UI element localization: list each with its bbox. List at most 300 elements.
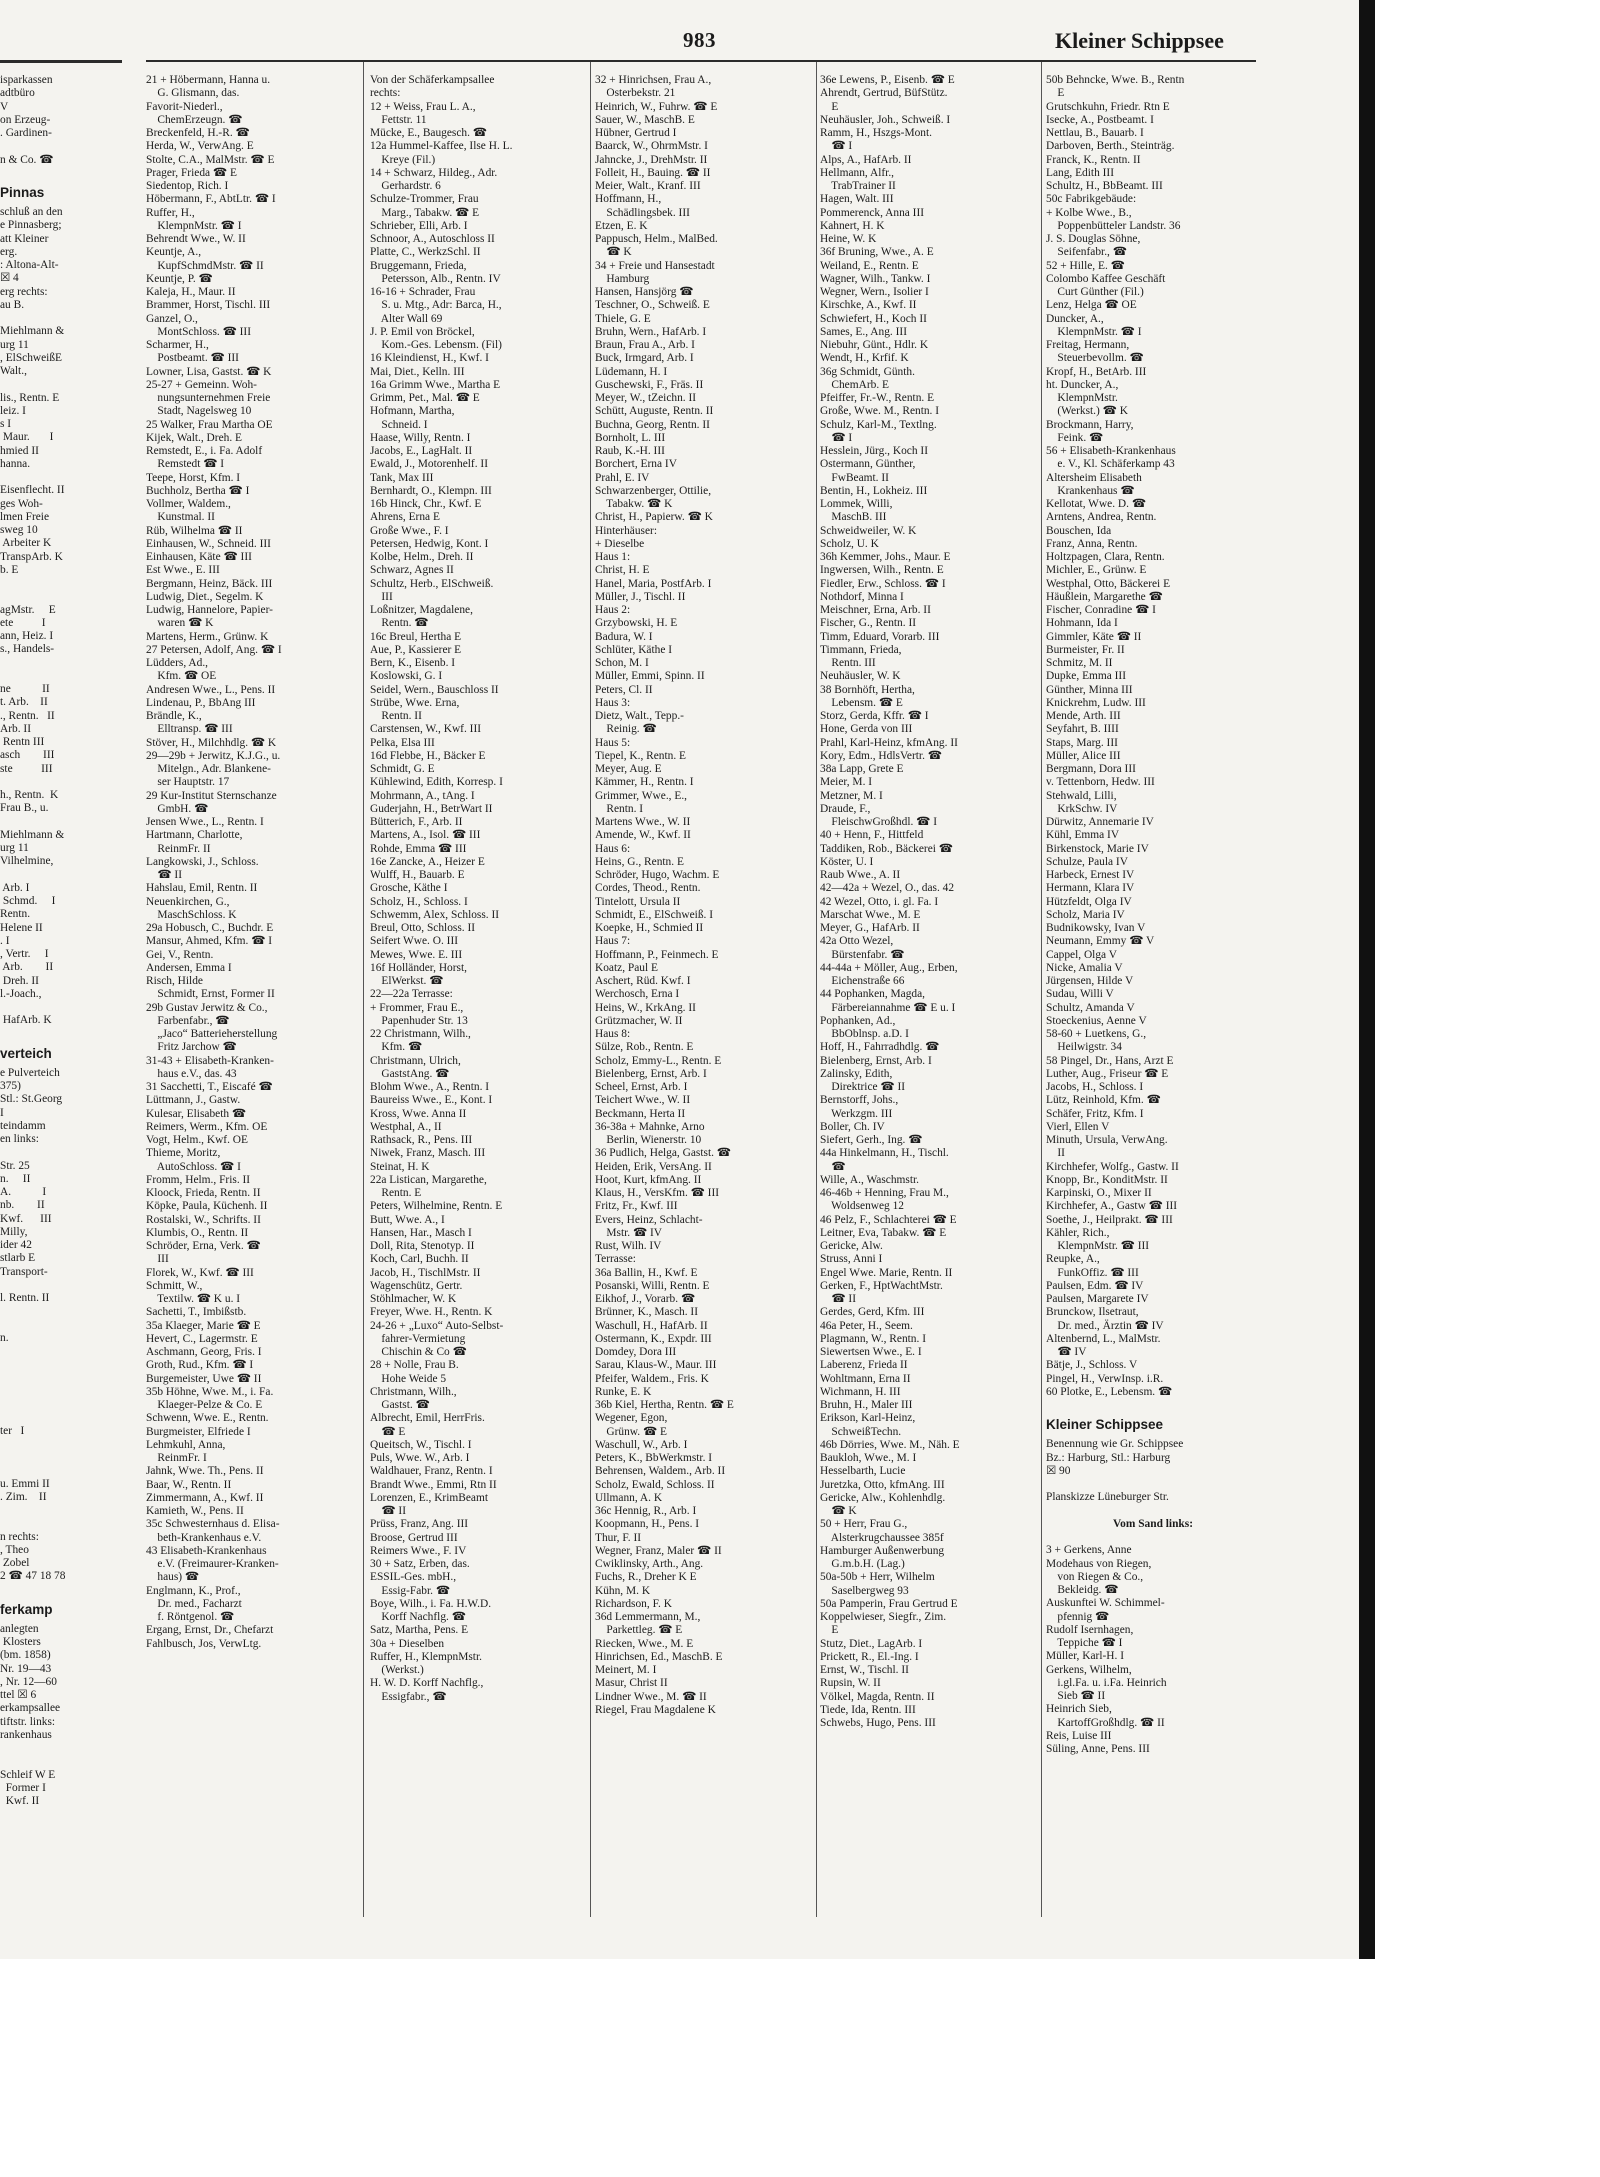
directory-entry-line: Rüb, Wilhelma ☎ II: [146, 524, 243, 537]
directory-entry-line: , Vertr. I: [0, 948, 49, 960]
directory-entry-line: Lindner Wwe., M. ☎ II: [595, 1690, 707, 1703]
directory-entry-line: Arb. I: [0, 881, 30, 894]
directory-entry-line: Von der Schäferkampsallee: [370, 74, 495, 86]
directory-entry-line: Miehlmann &: [0, 828, 65, 841]
directory-entry-line: 16a Grimm Wwe., Martha E: [370, 378, 501, 391]
directory-entry-line: Guschewski, F., Fräs. II: [595, 378, 704, 391]
directory-entry-line: Keuntje, P. ☎: [146, 272, 213, 285]
directory-entry-line: Kähler, Rich.,: [1046, 1226, 1110, 1239]
directory-entry-line: , Theo: [0, 1543, 29, 1556]
directory-entry-line: Lüttmann, J., Gastw.: [146, 1094, 241, 1107]
directory-entry-line: 16e Zancke, A., Heizer E: [370, 855, 485, 868]
directory-entry-line: Carstensen, W., Kwf. III: [370, 723, 482, 736]
directory-entry-line: Kory, Edm., HdlsVertr. ☎: [820, 749, 942, 762]
directory-entry-line: ann, Heiz. I: [0, 630, 54, 642]
directory-entry-line: Hone, Gerda von III: [820, 723, 913, 736]
directory-entry-line: Waschull, H., HafArb. II: [595, 1319, 708, 1332]
directory-entry-line: Arb. II: [0, 961, 54, 974]
directory-entry-line: ☒ 4: [0, 272, 19, 285]
directory-entry-line: Hansen, Har., Masch I: [370, 1226, 472, 1239]
directory-entry-line: KupfSchmdMstr. ☎ II: [146, 259, 264, 272]
directory-entry-line: Kahnert, H. K: [820, 219, 885, 232]
directory-entry-line: Sieb ☎ II: [1046, 1690, 1106, 1702]
directory-entry-line: 43 Elisabeth-Krankenhaus: [146, 1544, 267, 1557]
directory-entry-line: 50c Fabrikgebäude:: [1046, 193, 1137, 206]
directory-entry-line: teindamm: [0, 1119, 46, 1132]
directory-entry-line: Struss, Anni I: [820, 1253, 883, 1266]
directory-entry-line: [0, 1305, 126, 1318]
directory-entry-line: Papenhuder Str. 13: [370, 1014, 468, 1027]
directory-entry-line: ☎ I: [820, 140, 853, 153]
directory-entry-line: MaschSchloss. K: [146, 908, 237, 921]
directory-entry-line: h., Rentn. K: [0, 789, 59, 801]
directory-entry-line: Erikson, Karl-Heinz,: [820, 1412, 916, 1425]
directory-entry-line: [0, 1517, 126, 1530]
directory-entry-line: Kühl, Emma IV: [1046, 829, 1120, 842]
directory-entry-line: Feink. ☎: [1046, 431, 1104, 444]
directory-entry-line: 44-44a + Möller, Aug., Erben,: [820, 961, 958, 974]
directory-entry-line: Knickrehm, Ludw. III: [1046, 696, 1146, 709]
directory-entry-line: Schwemm, Alex, Schloss. II: [370, 908, 500, 921]
directory-entry-line: [0, 869, 126, 882]
directory-entry-line: 28 + Nolle, Frau B.: [370, 1359, 459, 1372]
directory-entry-line: Teichert Wwe., W. II: [595, 1094, 691, 1107]
directory-entry-line: Schleif W E: [0, 1768, 56, 1781]
directory-entry-line: Eichenstraße 66: [820, 975, 905, 987]
directory-entry-line: Müller, Emmi, Spinn. II: [595, 670, 705, 683]
directory-entry-line: Leitner, Eva, Tabakw. ☎ E: [820, 1226, 947, 1239]
directory-entry-line: Prickett, R., El.-Ing. I: [820, 1650, 919, 1663]
directory-entry-line: Schlüter, Käthe I: [595, 643, 673, 656]
directory-entry-line: Karpinski, O., Mixer II: [1046, 1187, 1152, 1199]
directory-entry-line: TranspArb. K: [0, 550, 63, 563]
directory-entry-line: Storz, Gerda, Kffr. ☎ I: [820, 710, 929, 722]
directory-entry-line: Schütt, Auguste, Rentn. II: [595, 405, 714, 418]
directory-entry-line: [0, 1372, 126, 1385]
directory-entry-line: Hoffmann, H.,: [595, 193, 662, 206]
directory-entry-line: Duncker, A.,: [1046, 312, 1104, 325]
directory-entry-line: Alter Wall 69: [370, 312, 443, 325]
directory-entry-line: Albrecht, Emil, HerrFris.: [370, 1412, 485, 1425]
directory-entry-line: Meyer, Aug. E: [595, 763, 662, 775]
directory-entry-line: A. I: [0, 1186, 47, 1198]
directory-entry-line: 2 ☎ 47 18 78: [0, 1570, 66, 1583]
directory-entry-line: Sülze, Rob., Rentn. E: [595, 1041, 694, 1054]
directory-entry-line: S. u. Mtg., Adr: Barca, H.,: [370, 299, 502, 312]
directory-entry-line: Est Wwe., E. III: [146, 564, 220, 577]
directory-entry-line: asch III: [0, 749, 55, 762]
directory-entry-line: „Jaco“ Batterieherstellung: [146, 1028, 278, 1040]
directory-entry-line: Schmidt, Ernst, Former II: [146, 988, 275, 1001]
directory-entry-line: Rentn III: [0, 736, 45, 748]
directory-entry-line: Grutschkuhn, Friedr. Rtn E: [1046, 100, 1170, 113]
directory-entry-line: Schädlingsbek. III: [595, 206, 690, 219]
directory-entry-line: e Pinnasberg;: [0, 219, 62, 232]
directory-entry-line: Einhausen, Käte ☎ III: [146, 551, 252, 563]
directory-entry-line: Andresen Wwe., L., Pens. II: [146, 683, 276, 696]
directory-entry-line: f. Röntgenol. ☎: [146, 1611, 235, 1623]
directory-entry-line: ttel ☒ 6: [0, 1689, 37, 1701]
directory-entry-line: Behrendt Wwe., W. II: [146, 233, 246, 245]
directory-entry-line: Osterbekstr. 21: [595, 87, 676, 100]
directory-entry-line: Ullmann, A. K: [595, 1491, 663, 1504]
directory-entry-line: Kellotat, Wwe. D. ☎: [1046, 498, 1147, 510]
column-divider: [590, 62, 591, 1917]
directory-entry-line: Westphal, A., II: [370, 1120, 442, 1133]
directory-entry-line: Hevert, C., Lagermstr. E: [146, 1332, 258, 1345]
directory-entry-line: ElWerkst. ☎: [370, 975, 444, 987]
directory-entry-line: Haus 1:: [595, 551, 631, 563]
directory-entry-line: Hofmann, Martha,: [370, 405, 455, 418]
directory-entry-line: Milly,: [0, 1225, 28, 1238]
directory-entry-line: Hesselbarth, Lucie: [820, 1465, 906, 1478]
directory-entry-line: Cwiklinsky, Arth., Ang.: [595, 1558, 704, 1570]
directory-entry-line: 36e Lewens, P., Eisenb. ☎ E: [820, 74, 955, 86]
directory-entry-line: [0, 816, 126, 829]
directory-entry-line: Heinrich, W., Fuhrw. ☎ E: [595, 100, 718, 113]
directory-entry-line: ESSIL-Ges. mbH.,: [370, 1571, 457, 1584]
directory-entry-line: 16d Flebbe, H., Bäcker E: [370, 749, 486, 762]
directory-entry-line: Helene II: [0, 921, 43, 934]
directory-entry-line: leiz. I: [0, 404, 26, 417]
directory-entry-line: Aschert, Rüd. Kwf. I: [595, 975, 691, 987]
directory-entry-line: Kfm. ☎: [370, 1041, 423, 1054]
directory-entry-line: Marg., Tabakw. ☎ E: [370, 206, 480, 219]
directory-entry-line: Hinrichsen, Ed., MaschB. E: [595, 1650, 723, 1663]
directory-entry-line: H. W. D. Korff Nachflg.,: [370, 1677, 484, 1690]
directory-entry-line: V: [0, 100, 9, 113]
directory-entry-line: Neumann, Emmy ☎ V: [1046, 935, 1155, 948]
directory-entry-line: Eisenflecht. II: [0, 484, 65, 497]
directory-entry-line: Hansen, Hansjörg ☎: [595, 286, 694, 298]
directory-entry-line: Christmann, Wilh.,: [370, 1385, 457, 1398]
directory-entry-line: Haus 3:: [595, 696, 631, 709]
directory-entry-line: [0, 1001, 126, 1014]
directory-entry-line: Raub, K.-H. III: [595, 445, 665, 457]
directory-entry-line: Nettlau, B., Bauarb. I: [1046, 127, 1144, 139]
directory-entry-line: Gei, V., Rentn.: [146, 948, 214, 961]
directory-entry-line: Fahlbusch, Jos, VerwLtg.: [146, 1637, 262, 1650]
directory-entry-line: Zimmermann, A., Kwf. II: [146, 1491, 264, 1504]
directory-entry-line: nungsunternehmen Freie: [146, 392, 271, 404]
directory-entry-line: Marschat Wwe., M. E: [820, 908, 921, 921]
directory-entry-line: ☒ 90: [1046, 1464, 1071, 1477]
directory-entry-line: Altenbernd, L., MalMstr.: [1046, 1332, 1161, 1345]
directory-entry-line: 12 + Weiss, Frau L. A.,: [370, 100, 476, 113]
directory-entry-line: Franz, Anna, Rentn.: [1046, 537, 1138, 550]
directory-entry-line: Lebensm. ☎ E: [820, 696, 903, 709]
directory-entry-line: Klaeger-Pelze & Co. E: [146, 1399, 263, 1411]
directory-entry-line: erg rechts:: [0, 285, 48, 298]
directory-entry-line: n & Co. ☎: [0, 153, 54, 166]
directory-entry-line: Meischner, Erna, Arb. II: [820, 604, 931, 616]
directory-entry-line: Burmeister, Fr. II: [1046, 643, 1125, 656]
directory-entry-line: (bm. 1858): [0, 1649, 51, 1662]
directory-entry-line: . I: [0, 934, 10, 947]
directory-entry-line: Kfm. ☎ OE: [146, 670, 217, 683]
directory-entry-line: 35a Klaeger, Marie ☎ E: [146, 1319, 261, 1332]
directory-entry-line: Niebuhr, Günt., Hdlr. K: [820, 339, 929, 351]
directory-entry-line: Hellmann, Alfr.,: [820, 166, 895, 179]
directory-entry-line: Mewes, Wwe. E. III: [370, 948, 463, 961]
directory-entry-line: Cappel, Olga V: [1046, 948, 1117, 961]
directory-entry-line: i.gl.Fa. u. i.Fa. Heinrich: [1046, 1676, 1167, 1689]
directory-entry-line: Walt.,: [0, 365, 27, 377]
directory-entry-line: Bentin, H., Lokheiz. III: [820, 484, 928, 497]
directory-entry-line: 16f Holländer, Horst,: [370, 961, 467, 974]
directory-entry-line: Rudolf Isernhagen,: [1046, 1623, 1134, 1636]
directory-entry-line: Koslowski, G. I: [370, 670, 443, 683]
directory-entry-line: KlempnMstr. ☎ III: [1046, 1240, 1150, 1252]
directory-entry-line: Ruffer, H.,: [146, 206, 195, 219]
directory-entry-line: KrkSchw. IV: [1046, 802, 1118, 815]
directory-entry-line: Lehmkuhl, Anna,: [146, 1438, 226, 1451]
directory-entry-line: [0, 1451, 126, 1464]
directory-entry-line: 46 Pelz, F., Schlachterei ☎ E: [820, 1213, 957, 1226]
directory-entry-line: Kulesar, Elisabeth ☎: [146, 1107, 247, 1120]
directory-entry-line: Niwek, Franz, Masch. III: [370, 1147, 486, 1160]
directory-entry-line: Schmd. I: [0, 895, 56, 907]
directory-entry-line: n rechts:: [0, 1530, 39, 1543]
directory-entry-line: Bz.: Harburg, Stl.: Harburg: [1046, 1451, 1171, 1464]
directory-entry-line: 36b Kiel, Hertha, Rentn. ☎ E: [595, 1399, 734, 1411]
directory-entry-line: Scholz, Maria IV: [1046, 908, 1125, 921]
directory-entry-line: Pophanken, Ad.,: [820, 1014, 896, 1027]
directory-entry-line: ☎ IV: [1046, 1346, 1087, 1358]
directory-entry-line: l. Rentn. II: [0, 1292, 50, 1304]
directory-entry-line: [0, 590, 126, 603]
directory-entry-line: Dr. med., Ärztin ☎ IV: [1046, 1319, 1164, 1332]
directory-entry-line: Breckenfeld, H.-R. ☎: [146, 127, 250, 139]
section-subheading: Vom Sand links:: [1113, 1517, 1193, 1530]
directory-entry-line: [0, 1345, 126, 1358]
directory-entry-line: 22—22a Terrasse:: [370, 988, 453, 1001]
directory-entry-line: Große Wwe., F. I: [370, 524, 449, 537]
directory-entry-line: Fettstr. 11: [370, 113, 427, 126]
directory-entry-line: 36g Schmidt, Günth.: [820, 365, 915, 378]
directory-entry-line: Aschmann, Georg, Fris. I: [146, 1346, 262, 1358]
directory-entry-line: Thur, F. II: [595, 1531, 642, 1544]
directory-entry-line: Florek, W., Kwf. ☎ III: [146, 1266, 254, 1279]
directory-entry-line: Peters, Wilhelmine, Rentn. E: [370, 1200, 503, 1213]
directory-entry-line: GmbH. ☎: [146, 802, 209, 815]
directory-entry-line: Timmann, Frieda,: [820, 643, 902, 656]
directory-entry-line: Lowner, Lisa, Gastst. ☎ K: [146, 365, 272, 378]
directory-entry-line: Miehlmann &: [0, 325, 65, 338]
directory-entry-line: 36a Ballin, H., Kwf. E: [595, 1266, 698, 1279]
directory-entry-line: Jürgensen, Hilde V: [1046, 975, 1134, 987]
directory-entry-line: Riegel, Frau Magdalene K: [595, 1703, 716, 1716]
directory-entry-line: 50 + Herr, Frau G.,: [820, 1518, 908, 1531]
directory-entry-line: Christmann, Ulrich,: [370, 1054, 461, 1067]
directory-entry-line: Reimers Wwe., F. IV: [370, 1544, 467, 1557]
directory-entry-line: Badura, W. I: [595, 630, 653, 643]
directory-entry-line: Rentn. I: [595, 802, 644, 815]
directory-entry-line: Elltransp. ☎ III: [146, 723, 233, 736]
directory-entry-line: Doll, Rita, Stenotyp. II: [370, 1240, 475, 1252]
directory-entry-line: Meyer, G., HafArb. II: [820, 922, 920, 934]
directory-entry-line: 3 + Gerkens, Anne: [1046, 1544, 1132, 1557]
directory-entry-line: Terrasse:: [595, 1253, 636, 1266]
directory-entry-line: Berlin, Wienerstr. 10: [595, 1134, 702, 1146]
directory-entry-line: Grzybowski, H. E: [595, 617, 678, 630]
directory-entry-line: ser Hauptstr. 17: [146, 776, 230, 789]
directory-entry-line: Plagmann, W., Rentn. I: [820, 1332, 926, 1345]
directory-entry-line: . Gardinen-: [0, 127, 52, 139]
directory-entry-line: Riecken, Wwe., M. E: [595, 1637, 694, 1650]
directory-entry-line: Gerdes, Gerd, Kfm. III: [820, 1306, 925, 1319]
directory-entry-line: Remstedt ☎ I: [146, 458, 225, 471]
directory-entry-line: Schon, M. I: [595, 657, 649, 669]
directory-entry-line: GaststAng. ☎: [370, 1067, 450, 1080]
directory-entry-line: Kropf, H., BetArb. III: [1046, 365, 1147, 378]
directory-entry-line: lis., Rentn. E: [0, 391, 60, 404]
directory-entry-line: Pingel, H., VerwInsp. i.R.: [1046, 1372, 1164, 1385]
directory-entry-line: Gastst. ☎: [370, 1399, 430, 1411]
directory-entry-line: Rathsack, R., Pens. III: [370, 1134, 473, 1146]
directory-entry-line: 16b Hinck, Chr., Kwf. E: [370, 498, 482, 510]
directory-entry-line: Vilhelmine,: [0, 855, 54, 868]
directory-entry-line: Staps, Marg. III: [1046, 736, 1118, 749]
directory-entry-line: Schulz, Karl-M., Textlng.: [820, 418, 937, 431]
directory-entry-line: Arb. II: [0, 722, 31, 735]
directory-entry-line: Lommek, Willi,: [820, 498, 893, 510]
directory-entry-line: Ruffer, H., KlempnMstr.: [370, 1650, 482, 1663]
directory-entry-line: Müller, Karl-H. I: [1046, 1650, 1124, 1663]
directory-entry-line: [0, 1028, 126, 1041]
directory-entry-line: e.V. (Freimaurer-Kranken-: [146, 1558, 279, 1570]
directory-entry-line: Ostermann, Günther,: [820, 458, 916, 471]
directory-entry-line: Müller, Alice III: [1046, 749, 1121, 762]
directory-entry-line: l.-Joach.,: [0, 987, 42, 1000]
directory-entry-line: Peters, Cl. II: [595, 683, 653, 696]
directory-entry-line: Buck, Irmgard, Arb. I: [595, 352, 694, 365]
directory-entry-line: Brunckow, Ilsetraut,: [1046, 1306, 1139, 1319]
directory-entry-line: ReinmFr. II: [146, 842, 211, 855]
directory-entry-line: Poppenbütteler Landstr. 36: [1046, 219, 1181, 232]
directory-entry-line: Borchert, Erna IV: [595, 458, 677, 471]
directory-entry-line: Tabakw. ☎ K: [595, 498, 673, 510]
directory-entry-line: Kloock, Frieda, Rentn. II: [146, 1187, 261, 1199]
directory-entry-line: , ElSchweißE: [0, 351, 63, 364]
directory-entry-line: Stehwald, Lilli,: [1046, 789, 1117, 802]
directory-entry-line: [0, 378, 126, 391]
column-divider: [816, 62, 817, 1917]
directory-entry-line: Baureiss Wwe., E., Kont. I: [370, 1094, 493, 1107]
directory-entry-line: Stadt, Nagelsweg 10: [146, 405, 252, 418]
directory-entry-line: Sames, E., Ang. III: [820, 325, 907, 338]
directory-entry-line: Lüdders, Ad.,: [146, 657, 209, 669]
directory-entry-line: ☎ K: [820, 1505, 857, 1517]
directory-entry-line: Runke, E. K: [595, 1385, 652, 1398]
directory-entry-line: Hohmann, Ida I: [1046, 617, 1118, 630]
directory-entry-line: 56 + Elisabeth-Krankenhaus: [1046, 445, 1176, 457]
directory-entry-line: Lang, Edith III: [1046, 166, 1115, 179]
directory-entry-line: 22 Christmann, Wilh.,: [370, 1028, 471, 1040]
directory-entry-line: Süling, Anne, Pens. III: [1046, 1743, 1150, 1755]
directory-entry-line: Haus 6:: [595, 842, 631, 855]
directory-entry-line: Weiland, E., Rentn. E: [820, 259, 919, 272]
directory-entry-line: Modehaus von Riegen,: [1046, 1557, 1152, 1570]
header-rule: [146, 60, 1256, 62]
directory-entry-line: ☎ II: [146, 869, 183, 881]
directory-entry-line: ChemErzeugn. ☎: [146, 113, 243, 126]
directory-entry-line: au B.: [0, 298, 25, 311]
directory-entry-line: Reupke, A.,: [1046, 1253, 1100, 1266]
directory-entry-line: 34 + Freie und Hansestadt: [595, 259, 715, 272]
directory-entry-line: Sudau, Willi V: [1046, 988, 1114, 1001]
directory-entry-line: 58-60 + Luetkens, G.,: [1046, 1028, 1147, 1040]
directory-column-4: [820, 74, 1038, 1730]
directory-entry-line: v. Tettenborn, Hedw. III: [1046, 776, 1155, 789]
directory-entry-line: Meyer, W., tZeichn. II: [595, 392, 697, 404]
directory-entry-line: E: [1046, 87, 1065, 100]
directory-entry-line: Braun, Frau A., Arb. I: [595, 339, 695, 351]
directory-entry-line: . Zim. II: [0, 1490, 47, 1503]
directory-entry-line: 40 + Henn, F., Hittfeld: [820, 829, 924, 842]
directory-entry-line: Burgemeister, Uwe ☎ II: [146, 1372, 262, 1385]
directory-entry-line: TrabTrainer II: [820, 180, 896, 192]
directory-entry-line: Ludwig, Diet., Segelm. K: [146, 590, 264, 603]
directory-entry-line: ☎: [820, 1160, 846, 1173]
directory-entry-line: Draude, F.,: [820, 802, 871, 815]
directory-entry-line: Transport-: [0, 1265, 48, 1278]
directory-entry-line: III: [370, 590, 393, 603]
directory-entry-line: Kross, Wwe. Anna II: [370, 1107, 467, 1120]
directory-entry-line: Loßnitzer, Magdalene,: [370, 604, 473, 616]
directory-entry-line: Hohe Weide 5: [370, 1372, 447, 1385]
directory-entry-line: Behrensen, Waldem., Arb. II: [595, 1465, 726, 1478]
column-divider: [363, 62, 364, 1917]
directory-entry-line: Seifert Wwe. O. III: [370, 935, 459, 948]
directory-entry-line: Mohrmann, A., tAng. I: [370, 789, 475, 802]
directory-entry-line: 14 + Schwarz, Hildeg., Adr.: [370, 166, 498, 179]
directory-entry-line: Stöver, H., Milchhdlg. ☎ K: [146, 736, 277, 749]
directory-entry-line: 375): [0, 1080, 21, 1092]
directory-entry-line: 36 Pudlich, Helga, Gastst. ☎: [595, 1147, 731, 1160]
directory-entry-line: [0, 1438, 126, 1451]
directory-entry-line: Jacob, H., TischlMstr. II: [370, 1266, 481, 1279]
directory-entry-line: Bätje, J., Schloss. V: [1046, 1359, 1138, 1372]
directory-entry-line: Hinterhäuser:: [595, 524, 657, 537]
directory-entry-line: ete I: [0, 616, 46, 629]
directory-entry-line: J. P. Emil von Bröckel,: [370, 325, 475, 338]
directory-entry-line: Reis, Luise III: [1046, 1729, 1112, 1742]
directory-entry-line: Woldsenweg 12: [820, 1200, 904, 1213]
directory-entry-line: Zobel: [0, 1557, 30, 1569]
directory-entry-line: KlempnMstr.: [1046, 392, 1118, 404]
directory-entry-line: Tiepel, K., Rentn. E: [595, 749, 687, 762]
directory-entry-line: [0, 657, 126, 670]
directory-entry-line: Heiden, Erik, VersAng. II: [595, 1160, 712, 1173]
directory-entry-line: erg.: [0, 245, 18, 258]
directory-entry-line: Wendt, H., Krfif. K: [820, 352, 909, 365]
directory-entry-line: Pfeiffer, Fr.-W., Rentn. E: [820, 392, 935, 404]
directory-entry-line: schluß an den: [0, 206, 63, 218]
directory-entry-line: FwBeamt. II: [820, 471, 889, 484]
directory-entry-line: 46b Dörries, Wwe. M., Näh. E: [820, 1438, 960, 1451]
directory-entry-line: Sauer, W., MaschB. E: [595, 113, 695, 126]
directory-entry-line: Waldhauer, Franz, Rentn. I: [370, 1465, 493, 1478]
directory-entry-line: Gerhardstr. 6: [370, 180, 441, 192]
directory-entry-line: Pelka, Elsa III: [370, 736, 435, 749]
street-heading: Pinnas: [0, 185, 45, 200]
directory-entry-line: 52 + Hille, E. ☎: [1046, 259, 1125, 272]
directory-entry-line: Petersson, Alb., Rentn. IV: [370, 272, 501, 285]
directory-entry-line: Arbeiter K: [0, 537, 52, 550]
directory-entry-line: Vollmer, Waldem.,: [146, 498, 231, 510]
directory-entry-line: ter I: [0, 1424, 25, 1437]
